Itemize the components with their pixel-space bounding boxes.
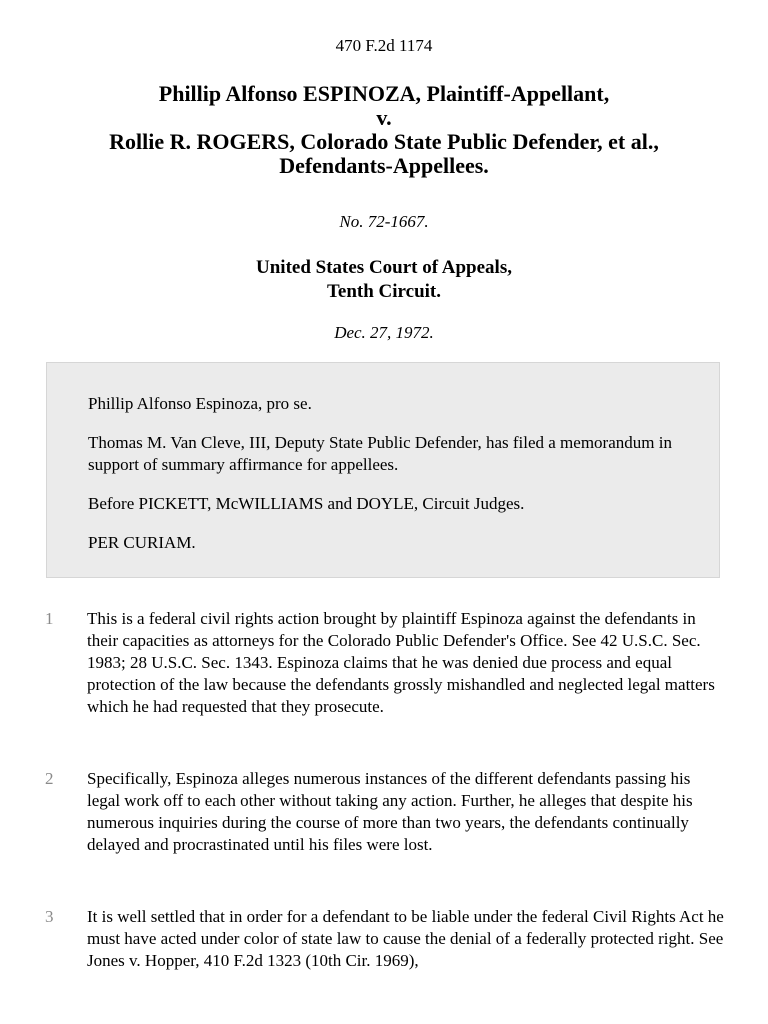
- paragraph-number: 1: [45, 609, 54, 628]
- paragraph-number: 3: [45, 907, 54, 926]
- prelim-appellee-counsel: Thomas M. Van Cleve, III, Deputy State Public Defender, has filed a memorandum in support of summary affirmance for appellees.: [88, 433, 672, 474]
- court-name: [0, 256, 768, 304]
- paragraph-text: This is a federal civil rights action brought by plaintiff Espinoza against the defendants in their capacities as attorneys for the Colorado Public Defender's Office. See 42 U.S.C. Sec. 1983; 28 U.S.C. Sec. 1343. Espinoza claims that he was denied due process and equal protection of the law because the defendants grossly mishandled and neglected legal matters which he had requested that they prosecute.: [87, 609, 715, 716]
- docket-number: No. 72-1667.: [339, 212, 429, 231]
- defendant-line: Rollie R. ROGERS, Colorado State Public Defender, et al.,: [109, 129, 659, 154]
- decision-date: Dec. 27, 1972.: [334, 323, 434, 342]
- preliminary-box: [46, 362, 720, 578]
- paragraph-number: 2: [45, 769, 54, 788]
- case-citation: 470 F.2d 1174: [335, 36, 433, 55]
- court-line-2: Tenth Circuit.: [326, 281, 442, 302]
- court-line-1: United States Court of Appeals,: [256, 257, 512, 278]
- prelim-panel: Before PICKETT, McWILLIAMS and DOYLE, Circuit Judges.: [88, 494, 525, 513]
- case-caption: [0, 82, 768, 178]
- prelim-per-curiam: PER CURIAM.: [88, 533, 196, 552]
- paragraph-text: It is well settled that in order for a defendant to be liable under the federal Civil Rights Act he must have acted under color of state law to cause the denial of a federally protected right. See Jones v. Hopper, 410 F.2d 1323 (10th Cir. 1969),: [87, 907, 724, 970]
- defendant-role-line: Defendants-Appellees.: [279, 153, 489, 178]
- prelim-appellant-counsel: Phillip Alfonso Espinoza, pro se.: [88, 394, 312, 413]
- versus-line: v.: [376, 105, 392, 130]
- plaintiff-line: Phillip Alfonso ESPINOZA, Plaintiff-Appellant,: [158, 81, 610, 106]
- paragraph-text: Specifically, Espinoza alleges numerous instances of the different defendants passing his legal work off to each other without taking any action. Further, he alleges that despite his numerous inquiries during the course of more than two years, the defendants continually delayed and procrastinated until his files were lost.: [87, 769, 693, 854]
